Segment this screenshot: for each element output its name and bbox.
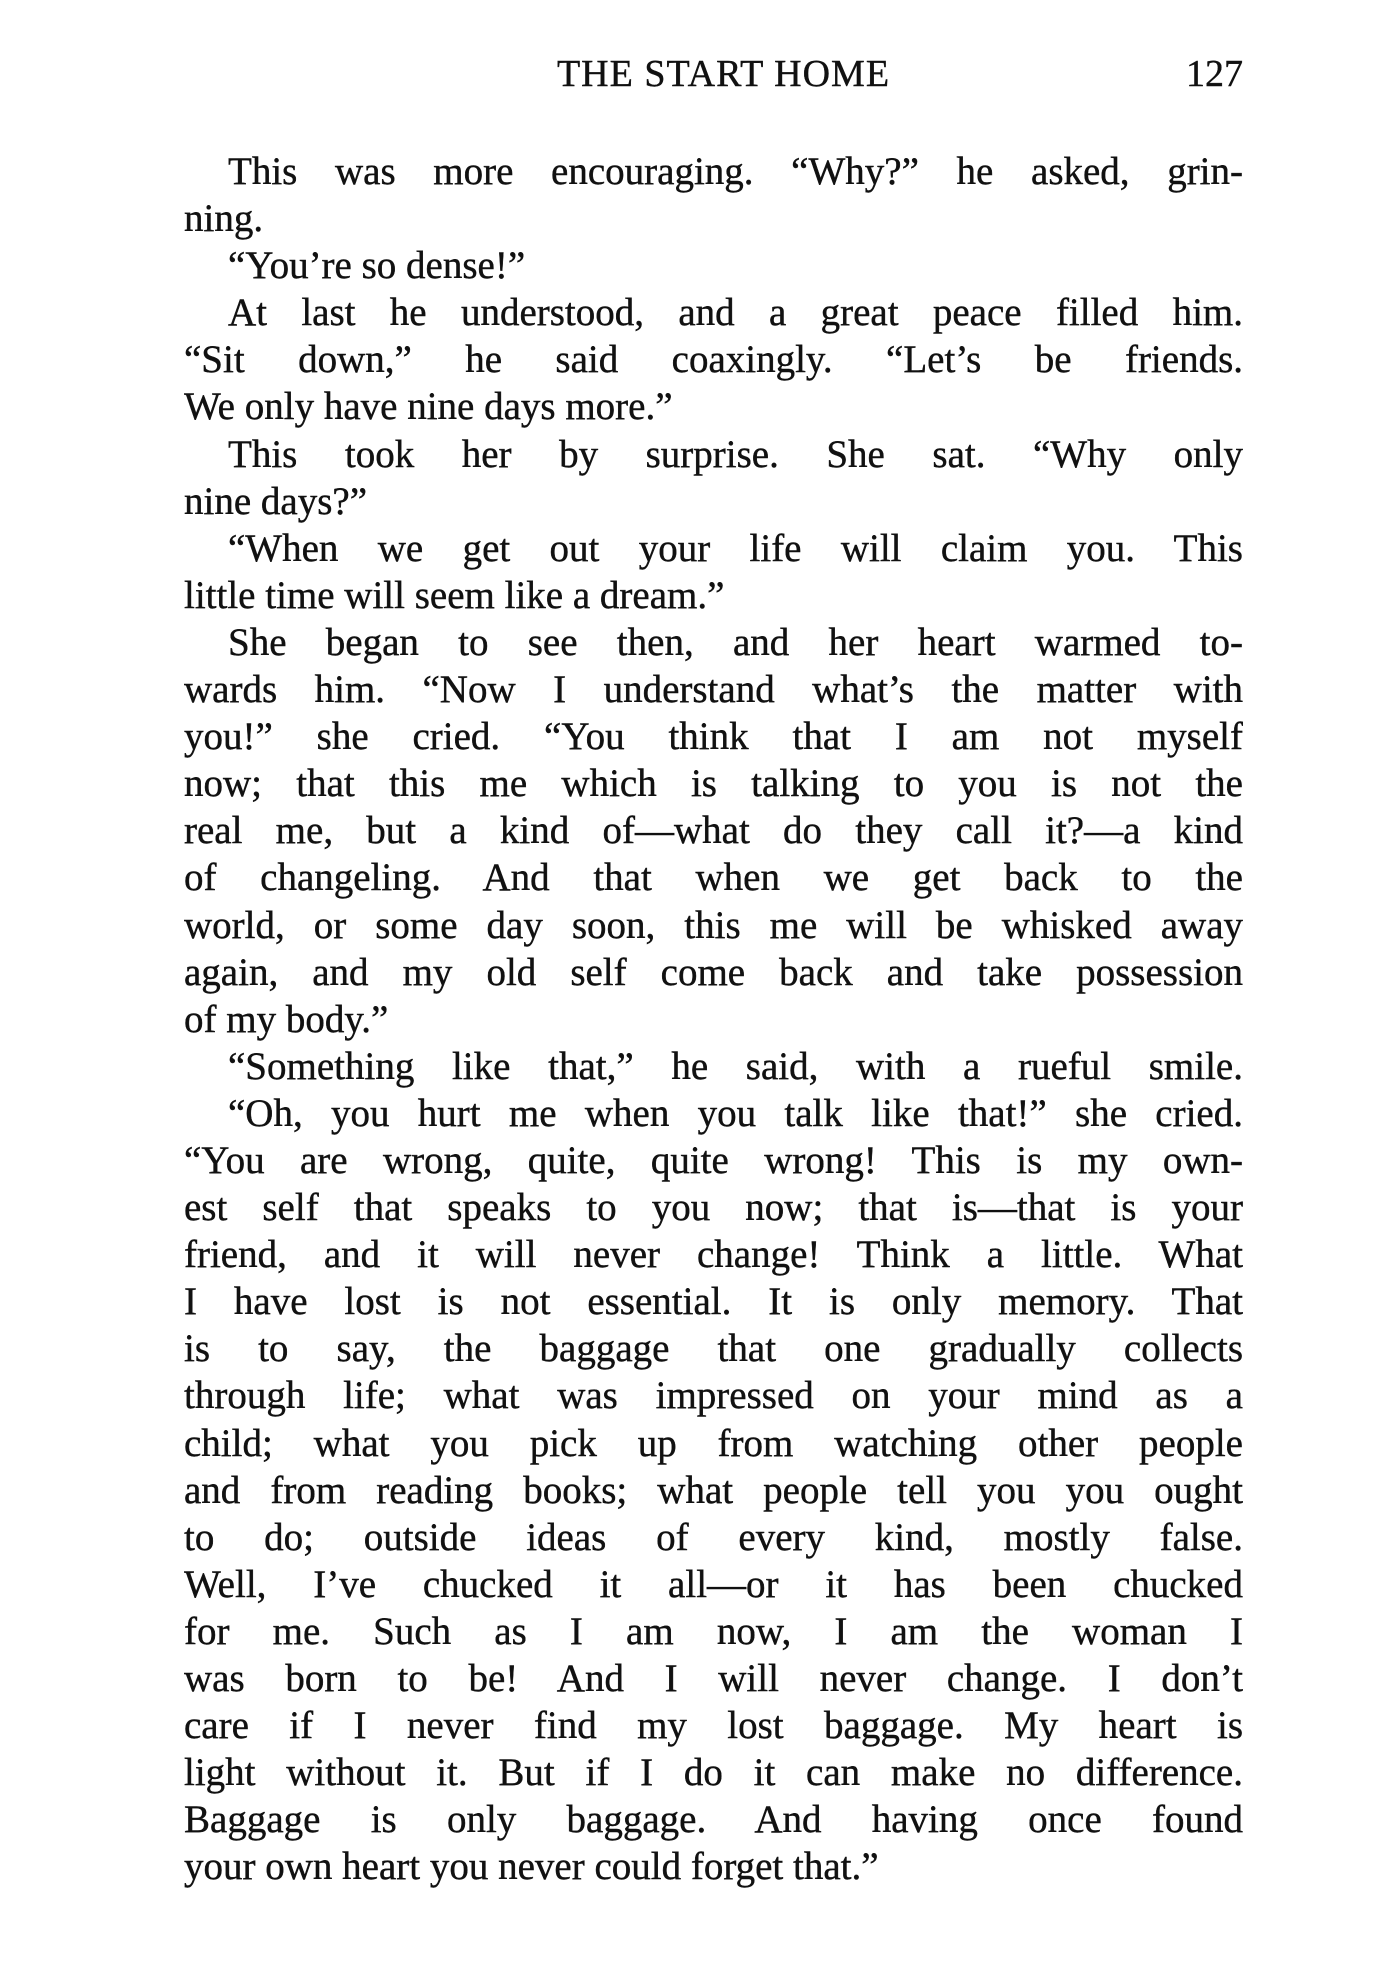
body-text xyxy=(184,148,1243,1890)
text-line: “Oh, you hurt me when you talk like that!” she cried. xyxy=(228,1091,1243,1135)
running-header xyxy=(184,52,1243,102)
text-line: your own heart you never could forget that.” xyxy=(184,1845,879,1889)
text-line: care if I never find my lost baggage. My heart is xyxy=(184,1704,1243,1748)
text-line: of changeling. And that when we get back to the xyxy=(184,856,1243,900)
text-line: This was more encouraging. “Why?” he asked, grin- xyxy=(228,150,1243,193)
text-line: Well, I’ve chucked it all—or it has been chucked xyxy=(184,1562,1243,1606)
text-line: now; that this me which is talking to you is not the xyxy=(184,762,1243,806)
text-line: est self that speaks to you now; that is—that is your xyxy=(184,1186,1243,1230)
text-line: for me. Such as I am now, I am the woman I xyxy=(184,1609,1243,1653)
text-line: At last he understood, and a great peace filled him. xyxy=(228,291,1243,335)
text-line: “You’re so dense!” xyxy=(228,244,526,288)
text-line: I have lost is not essential. It is only memory. That xyxy=(184,1280,1243,1324)
text-line: light without it. But if I do it can make no difference. xyxy=(184,1751,1243,1795)
text-line: friend, and it will never change! Think a little. What xyxy=(184,1233,1243,1277)
text-line: through life; what was impressed on your mind as a xyxy=(184,1374,1243,1418)
text-line: This took her by surprise. She sat. “Why only xyxy=(228,432,1243,476)
text-line: “You are wrong, quite, quite wrong! This is my own- xyxy=(184,1138,1243,1182)
text-line: “Something like that,” he said, with a rueful smile. xyxy=(228,1044,1243,1088)
running-title: THE START HOME xyxy=(556,53,891,95)
text-line: “When we get out your life will claim you. This xyxy=(228,526,1243,570)
page-number: 127 xyxy=(1186,53,1243,95)
text-line: “Sit down,” he said coaxingly. “Let’s be friends. xyxy=(184,338,1243,382)
text-line: Baggage is only baggage. And having once found xyxy=(184,1798,1243,1842)
text-line: child; what you pick up from watching other people xyxy=(184,1421,1243,1465)
text-line: ning. xyxy=(184,197,264,241)
text-line: little time will seem like a dream.” xyxy=(184,573,725,617)
text-line: of my body.” xyxy=(184,997,389,1041)
text-line: wards him. “Now I understand what’s the matter with xyxy=(184,668,1243,712)
text-line: She began to see then, and her heart warmed to- xyxy=(228,620,1243,664)
text-line: was born to be! And I will never change. I don’t xyxy=(184,1657,1243,1700)
text-line: to do; outside ideas of every kind, mostly false. xyxy=(184,1515,1243,1559)
text-line: is to say, the baggage that one gradually collects xyxy=(184,1327,1243,1371)
text-line: We only have nine days more.” xyxy=(184,385,673,429)
text-line: and from reading books; what people tell you you ought xyxy=(184,1468,1243,1512)
text-line: you!” she cried. “You think that I am not myself xyxy=(184,715,1243,759)
text-line: real me, but a kind of—what do they call it?—a kind xyxy=(184,809,1243,853)
text-line: again, and my old self come back and take possession xyxy=(184,950,1243,994)
text-line: world, or some day soon, this me will be whisked away xyxy=(184,903,1243,947)
text-line: nine days?” xyxy=(184,479,368,523)
